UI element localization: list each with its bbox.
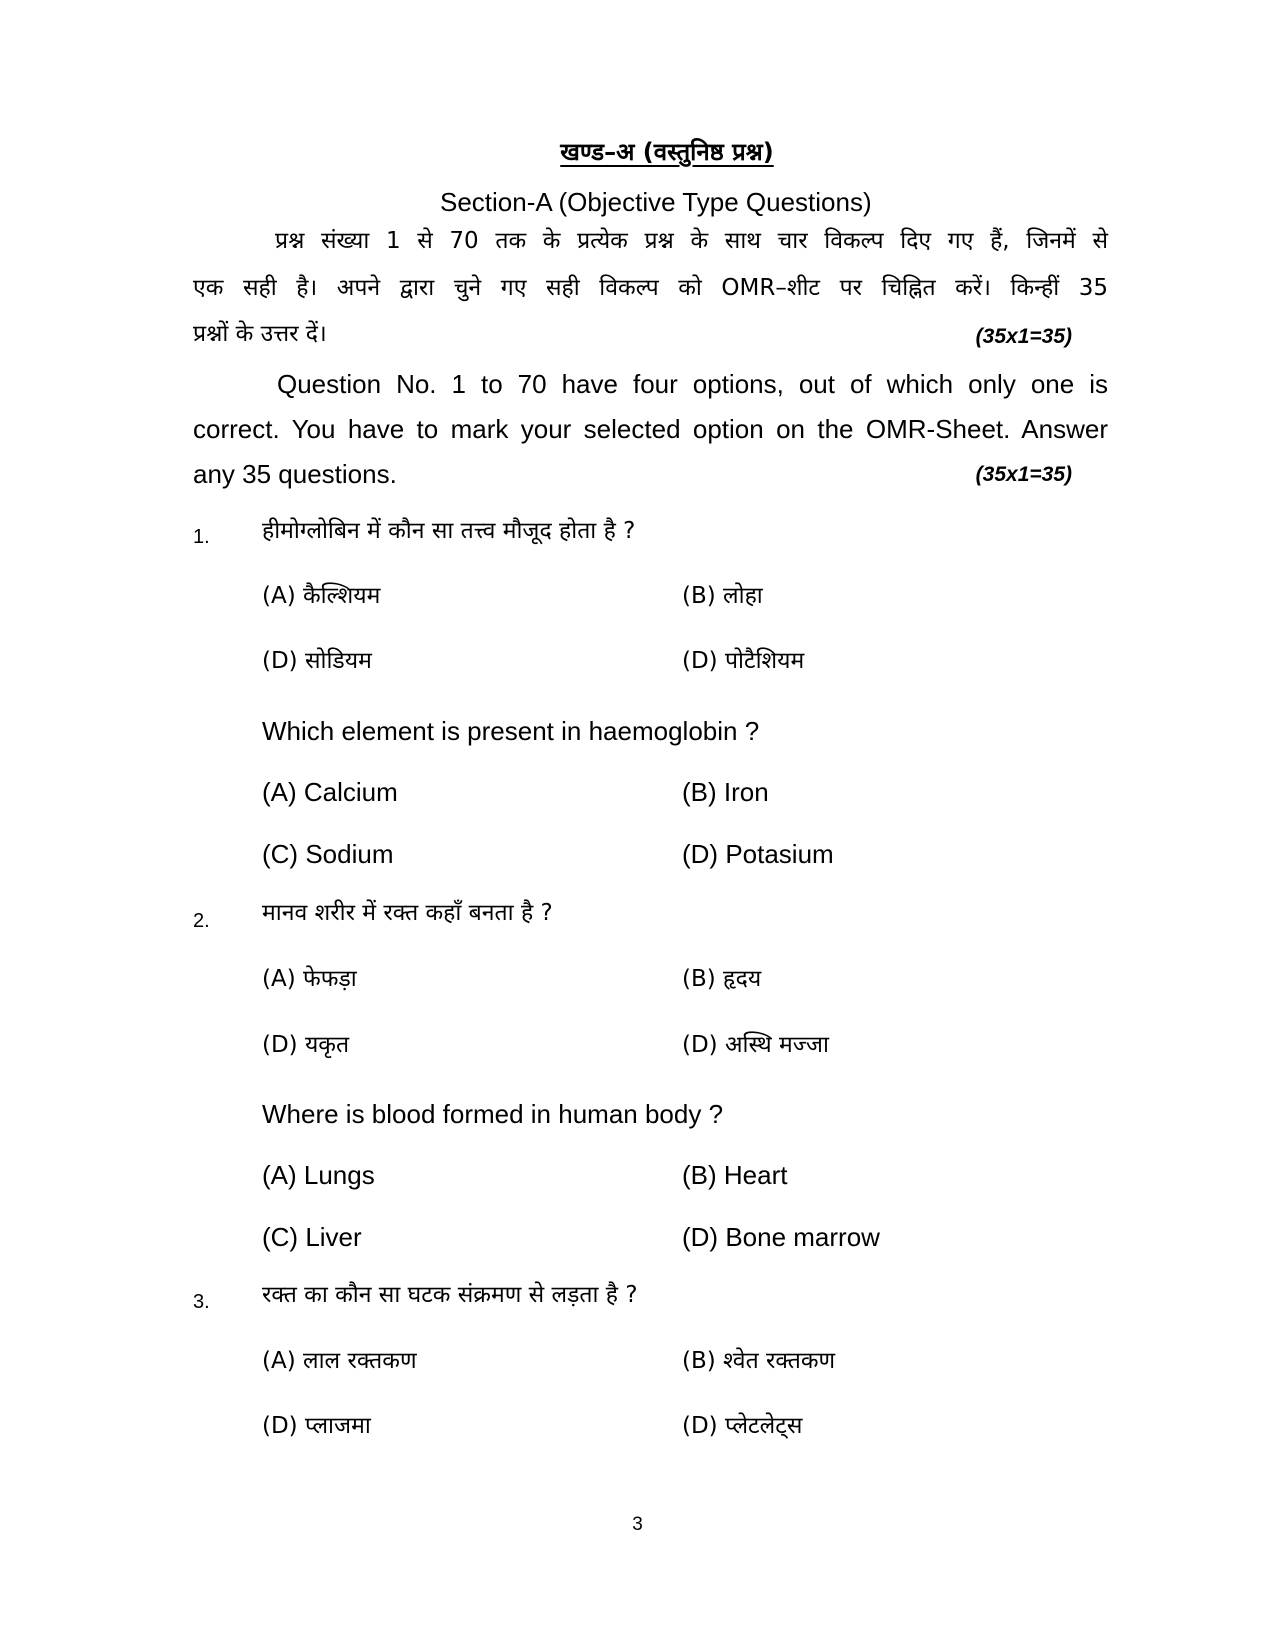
marks-english: (35x1=35) (975, 463, 1072, 486)
option-english-b: (B) Heart (682, 1160, 788, 1190)
question-number: 3. (193, 1291, 210, 1313)
option-hindi-c: (D) प्लाजमा (262, 1413, 371, 1439)
question-number: 1. (193, 526, 210, 548)
instruction-hindi-line-3: प्रश्नों के उत्तर दें। (193, 321, 327, 347)
instruction-english-line-1: Question No. 1 to 70 have four options, out of which only one is (277, 369, 1108, 399)
option-hindi-b: (B) हृदय (682, 966, 762, 992)
instruction-english-line-2: correct. You have to mark your selected option on the OMR-Sheet. Answer (193, 414, 1108, 444)
option-hindi-d: (D) पोटैशियम (682, 648, 805, 674)
section-heading-english: Section-A (Objective Type Questions) (440, 187, 872, 217)
option-hindi-c: (D) सोडियम (262, 648, 372, 674)
option-hindi-d: (D) प्लेटलेट्स (682, 1413, 803, 1439)
option-english-c: (C) Sodium (262, 839, 394, 869)
instruction-hindi-line-1: प्रश्न संख्या 1 से 70 तक के प्रत्येक प्रश्न के साथ चार विकल्प दिए गए हैं, जिनमें से (275, 228, 1108, 254)
option-english-c: (C) Liver (262, 1222, 362, 1252)
option-hindi-a: (A) कैल्शियम (262, 583, 381, 609)
option-english-d: (D) Bone marrow (682, 1222, 880, 1252)
option-hindi-d: (D) अस्थि मज्जा (682, 1032, 829, 1058)
question-text-english: Where is blood formed in human body ? (262, 1099, 724, 1129)
option-hindi-c: (D) यकृत (262, 1032, 350, 1058)
question-text-english: Which element is present in haemoglobin ? (262, 716, 760, 746)
marks-hindi: (35x1=35) (975, 325, 1072, 348)
option-english-b: (B) Iron (682, 777, 769, 807)
option-english-a: (A) Lungs (262, 1160, 375, 1190)
question-text-hindi: रक्त का कौन सा घटक संक्रमण से लड़ता है ? (262, 1282, 638, 1308)
instruction-english-line-3: any 35 questions. (193, 459, 397, 489)
option-hindi-b: (B) लोहा (682, 583, 763, 609)
question-text-hindi: हीमोग्लोबिन में कौन सा तत्त्व मौजूद होता है ? (262, 518, 636, 544)
page-number: 3 (632, 1514, 643, 1535)
option-hindi-a: (A) फेफड़ा (262, 966, 357, 992)
option-english-d: (D) Potasium (682, 839, 834, 869)
question-text-hindi: मानव शरीर में रक्त कहाँ बनता है ? (262, 900, 553, 926)
option-hindi-b: (B) श्वेत रक्तकण (682, 1348, 836, 1374)
instruction-hindi-line-2: एक सही है। अपने द्वारा चुने गए सही विकल्प को OMR–शीट पर चिह्नित करें। किन्हीं 35 (193, 275, 1108, 301)
section-heading-hindi: खण्ड–अ (वस्तुनिष्ठ प्रश्न) (560, 138, 774, 166)
option-english-a: (A) Calcium (262, 777, 398, 807)
option-hindi-a: (A) लाल रक्तकण (262, 1348, 417, 1374)
question-number: 2. (193, 910, 210, 932)
